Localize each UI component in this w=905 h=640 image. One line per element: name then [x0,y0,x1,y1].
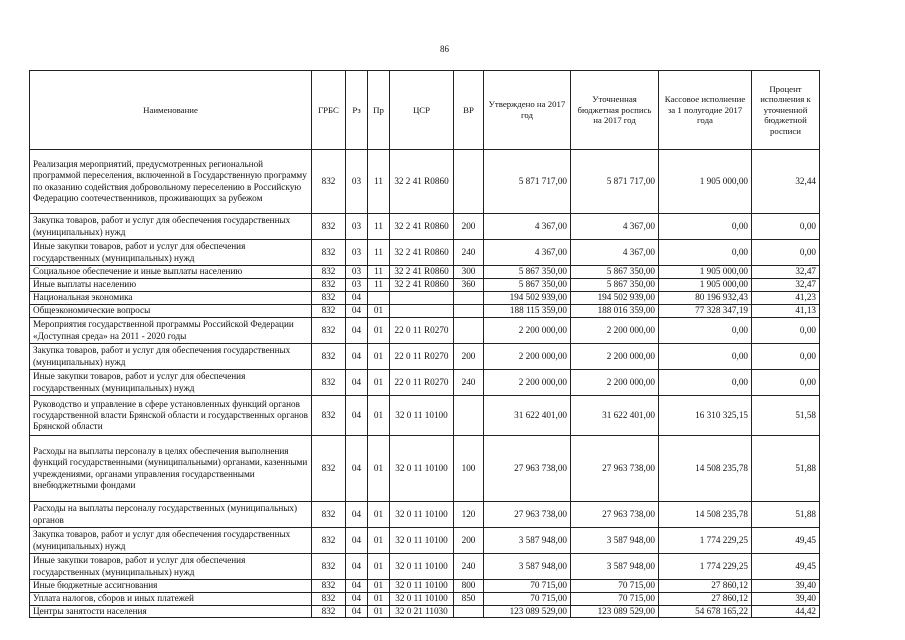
cell-cash: 0,00 [659,318,752,344]
cell-grbs: 832 [312,436,346,502]
cell-csr: 32 0 11 10100 [390,554,454,580]
cell-name: Закупка товаров, работ и услуг для обеспечения государственных (муниципальных) нужд [30,344,312,370]
cell-grbs: 832 [312,606,346,618]
cell-rz: 04 [346,606,368,618]
cell-refined: 194 502 939,00 [571,292,659,305]
cell-refined: 27 963 738,00 [571,436,659,502]
header-percent: Процент исполнения к уточненной бюджетной росписи [752,71,820,150]
cell-rz: 03 [346,279,368,292]
table-row [30,240,820,266]
cell-vr: 200 [454,344,484,370]
header-cash: Кассовое исполнение за 1 полугодие 2017 года [659,71,752,150]
cell-vr: 240 [454,370,484,396]
cell-percent: 41,13 [752,305,820,318]
cell-grbs: 832 [312,593,346,606]
cell-refined: 188 016 359,00 [571,305,659,318]
cell-cash: 1 774 229,25 [659,554,752,580]
table-row [30,318,820,344]
cell-vr: 200 [454,214,484,240]
table-row [30,266,820,279]
budget-table [29,70,820,618]
cell-csr: 22 0 11 R0270 [390,370,454,396]
cell-percent: 41,23 [752,292,820,305]
cell-pr: 01 [368,554,390,580]
cell-grbs: 832 [312,150,346,214]
cell-pr: 11 [368,150,390,214]
table-row [30,606,820,618]
cell-approved: 2 200 000,00 [484,370,571,396]
cell-grbs: 832 [312,396,346,436]
cell-percent: 0,00 [752,344,820,370]
cell-grbs: 832 [312,266,346,279]
cell-refined: 5 867 350,00 [571,279,659,292]
table-row [30,370,820,396]
cell-rz: 04 [346,396,368,436]
cell-vr [454,292,484,305]
cell-grbs: 832 [312,502,346,528]
cell-refined: 4 367,00 [571,240,659,266]
cell-approved: 123 089 529,00 [484,606,571,618]
cell-pr: 01 [368,502,390,528]
cell-csr: 32 2 41 R0860 [390,150,454,214]
cell-cash: 0,00 [659,344,752,370]
header-rz: Рз [346,71,368,150]
cell-csr: 22 0 11 R0270 [390,344,454,370]
cell-grbs: 832 [312,370,346,396]
cell-name: Реализация мероприятий, предусмотренных региональной программой переселения, включенной в Государственную программу по оказанию содействия добровольному переселению в Российскую Федерацию соотечественников, проживающих за рубежом [30,150,312,214]
cell-cash: 77 328 347,19 [659,305,752,318]
cell-csr: 32 0 11 10100 [390,502,454,528]
cell-grbs: 832 [312,318,346,344]
cell-rz: 04 [346,436,368,502]
cell-rz: 04 [346,554,368,580]
cell-csr: 32 2 41 R0860 [390,240,454,266]
cell-cash: 0,00 [659,370,752,396]
cell-csr: 32 0 11 10100 [390,528,454,554]
cell-rz: 04 [346,593,368,606]
cell-rz: 04 [346,370,368,396]
cell-vr [454,606,484,618]
cell-pr: 11 [368,214,390,240]
cell-percent: 51,88 [752,436,820,502]
cell-vr [454,318,484,344]
cell-vr: 240 [454,240,484,266]
cell-grbs: 832 [312,292,346,305]
cell-refined: 70 715,00 [571,593,659,606]
cell-refined: 2 200 000,00 [571,344,659,370]
cell-grbs: 832 [312,214,346,240]
table-row [30,344,820,370]
cell-name: Иные закупки товаров, работ и услуг для обеспечения государственных (муниципальных) нужд [30,240,312,266]
cell-cash: 80 196 932,43 [659,292,752,305]
cell-cash: 14 508 235,78 [659,502,752,528]
cell-percent: 39,40 [752,593,820,606]
cell-percent: 51,58 [752,396,820,436]
cell-vr: 100 [454,436,484,502]
cell-vr: 300 [454,266,484,279]
cell-vr [454,305,484,318]
cell-rz: 03 [346,240,368,266]
cell-grbs: 832 [312,580,346,593]
cell-pr [368,292,390,305]
cell-name: Иные закупки товаров, работ и услуг для обеспечения государственных (муниципальных) нужд [30,554,312,580]
cell-percent: 0,00 [752,370,820,396]
cell-csr: 32 0 11 10100 [390,593,454,606]
cell-refined: 27 963 738,00 [571,502,659,528]
cell-percent: 32,47 [752,266,820,279]
cell-cash: 27 860,12 [659,580,752,593]
cell-approved: 5 867 350,00 [484,266,571,279]
cell-approved: 5 867 350,00 [484,279,571,292]
cell-pr: 11 [368,240,390,266]
cell-rz: 04 [346,528,368,554]
cell-percent: 49,45 [752,528,820,554]
cell-rz: 04 [346,318,368,344]
cell-cash: 1 905 000,00 [659,150,752,214]
cell-name: Национальная экономика [30,292,312,305]
cell-vr: 200 [454,528,484,554]
cell-percent: 32,44 [752,150,820,214]
cell-approved: 5 871 717,00 [484,150,571,214]
cell-cash: 16 310 325,15 [659,396,752,436]
cell-approved: 2 200 000,00 [484,318,571,344]
cell-refined: 3 587 948,00 [571,554,659,580]
cell-percent: 0,00 [752,214,820,240]
cell-refined: 4 367,00 [571,214,659,240]
page-number: 86 [440,44,449,54]
cell-name: Социальное обеспечение и иные выплаты населению [30,266,312,279]
table-row [30,214,820,240]
cell-rz: 04 [346,344,368,370]
header-pr: Пр [368,71,390,150]
cell-cash: 0,00 [659,240,752,266]
cell-approved: 4 367,00 [484,214,571,240]
header-row [30,71,820,150]
cell-rz: 04 [346,292,368,305]
cell-pr: 01 [368,318,390,344]
cell-csr: 22 0 11 R0270 [390,318,454,344]
header-grbs: ГРБС [312,71,346,150]
cell-pr: 01 [368,528,390,554]
cell-vr [454,396,484,436]
cell-pr: 01 [368,593,390,606]
cell-approved: 70 715,00 [484,593,571,606]
cell-grbs: 832 [312,554,346,580]
cell-csr [390,292,454,305]
cell-name: Иные бюджетные ассигнования [30,580,312,593]
cell-name: Иные выплаты населению [30,279,312,292]
cell-refined: 5 867 350,00 [571,266,659,279]
cell-refined: 3 587 948,00 [571,528,659,554]
table-row [30,580,820,593]
cell-vr: 120 [454,502,484,528]
cell-percent: 44,42 [752,606,820,618]
cell-cash: 14 508 235,78 [659,436,752,502]
cell-approved: 3 587 948,00 [484,528,571,554]
table-row [30,150,820,214]
cell-rz: 03 [346,214,368,240]
table-row [30,305,820,318]
cell-csr: 32 2 41 R0860 [390,279,454,292]
cell-pr: 01 [368,370,390,396]
cell-approved: 27 963 738,00 [484,436,571,502]
cell-refined: 123 089 529,00 [571,606,659,618]
cell-approved: 4 367,00 [484,240,571,266]
header-csr: ЦСР [390,71,454,150]
cell-name: Руководство и управление в сфере установленных функций органов государственной власти Брянской области и государственных органов Брянской области [30,396,312,436]
cell-rz: 04 [346,305,368,318]
table-row [30,292,820,305]
cell-grbs: 832 [312,305,346,318]
cell-csr: 32 2 41 R0860 [390,266,454,279]
cell-cash: 1 905 000,00 [659,266,752,279]
cell-cash: 0,00 [659,214,752,240]
table-row [30,436,820,502]
cell-vr [454,150,484,214]
header-refined: Уточненная бюджетная роспись на 2017 год [571,71,659,150]
table-row [30,593,820,606]
cell-grbs: 832 [312,528,346,554]
cell-pr: 01 [368,580,390,593]
cell-name: Расходы на выплаты персоналу государственных (муниципальных) органов [30,502,312,528]
cell-approved: 70 715,00 [484,580,571,593]
header-vr: ВР [454,71,484,150]
cell-pr: 01 [368,436,390,502]
cell-approved: 3 587 948,00 [484,554,571,580]
table-row [30,502,820,528]
cell-name: Уплата налогов, сборов и иных платежей [30,593,312,606]
cell-pr: 11 [368,266,390,279]
cell-percent: 32,47 [752,279,820,292]
cell-rz: 04 [346,580,368,593]
cell-approved: 31 622 401,00 [484,396,571,436]
cell-approved: 188 115 359,00 [484,305,571,318]
table-row [30,554,820,580]
cell-percent: 0,00 [752,318,820,344]
cell-pr: 01 [368,305,390,318]
table-row [30,396,820,436]
cell-csr: 32 0 11 10100 [390,396,454,436]
cell-refined: 31 622 401,00 [571,396,659,436]
cell-approved: 194 502 939,00 [484,292,571,305]
cell-grbs: 832 [312,344,346,370]
cell-refined: 70 715,00 [571,580,659,593]
header-name: Наименование [30,71,312,150]
header-approved: Утверждено на 2017 год [484,71,571,150]
cell-percent: 0,00 [752,240,820,266]
cell-pr: 01 [368,344,390,370]
cell-cash: 27 860,12 [659,593,752,606]
cell-grbs: 832 [312,240,346,266]
cell-refined: 5 871 717,00 [571,150,659,214]
cell-vr: 240 [454,554,484,580]
cell-cash: 1 905 000,00 [659,279,752,292]
table-row [30,528,820,554]
cell-approved: 2 200 000,00 [484,344,571,370]
cell-vr: 800 [454,580,484,593]
cell-cash: 1 774 229,25 [659,528,752,554]
cell-rz: 03 [346,150,368,214]
cell-csr: 32 0 11 10100 [390,436,454,502]
cell-percent: 49,45 [752,554,820,580]
cell-percent: 39,40 [752,580,820,593]
cell-csr: 32 0 21 11030 [390,606,454,618]
cell-vr: 360 [454,279,484,292]
cell-pr: 11 [368,279,390,292]
cell-pr: 01 [368,606,390,618]
cell-vr: 850 [454,593,484,606]
cell-name: Мероприятия государственной программы Российской Федерации «Доступная среда» на 2011 - 2020 годы [30,318,312,344]
cell-name: Иные закупки товаров, работ и услуг для обеспечения государственных (муниципальных) нужд [30,370,312,396]
cell-csr: 32 2 41 R0860 [390,214,454,240]
table-row [30,279,820,292]
cell-percent: 51,88 [752,502,820,528]
cell-name: Центры занятости населения [30,606,312,618]
cell-name: Закупка товаров, работ и услуг для обеспечения государственных (муниципальных) нужд [30,214,312,240]
cell-name: Закупка товаров, работ и услуг для обеспечения государственных (муниципальных) нужд [30,528,312,554]
cell-approved: 27 963 738,00 [484,502,571,528]
cell-refined: 2 200 000,00 [571,370,659,396]
cell-rz: 03 [346,266,368,279]
cell-csr: 32 0 11 10100 [390,580,454,593]
cell-csr [390,305,454,318]
cell-cash: 54 678 165,22 [659,606,752,618]
cell-pr: 01 [368,396,390,436]
cell-name: Расходы на выплаты персоналу в целях обеспечения выполнения функций государственными (муниципальными) органами, казенными учреждениями, органами управления государственными внебюджетными фондами [30,436,312,502]
cell-rz: 04 [346,502,368,528]
cell-refined: 2 200 000,00 [571,318,659,344]
cell-grbs: 832 [312,279,346,292]
cell-name: Общеэкономические вопросы [30,305,312,318]
